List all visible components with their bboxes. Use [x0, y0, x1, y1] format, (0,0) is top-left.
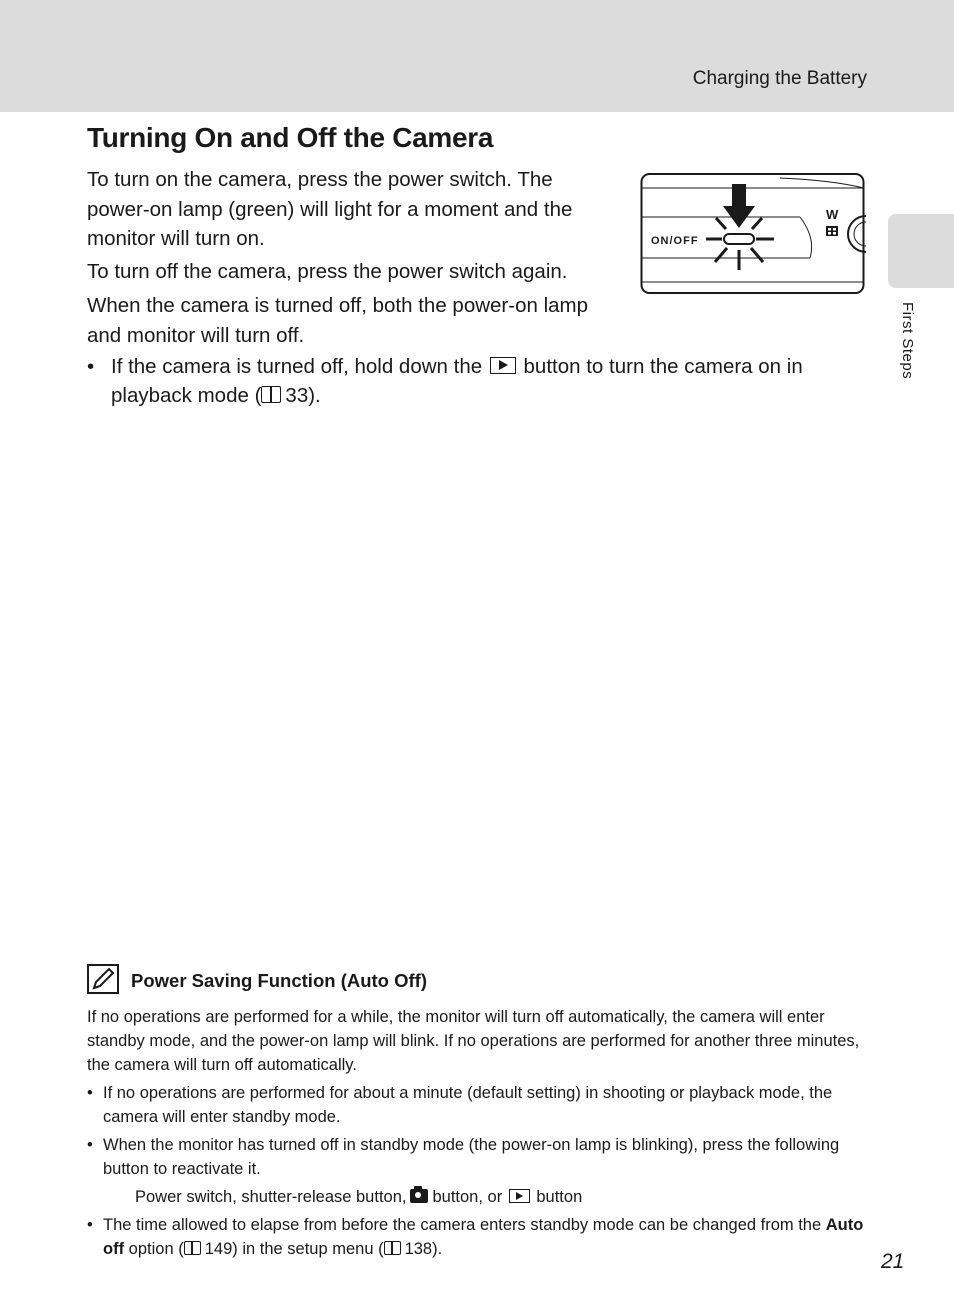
bullet-text: ). [432, 1240, 443, 1258]
bullet-text: option ( [128, 1240, 184, 1258]
bullet-text: ) in the setup menu ( [232, 1240, 384, 1258]
paragraph-turn-off: To turn off the camera, press the power switch again. [87, 260, 568, 283]
thumbnail-icon-cell [828, 232, 831, 235]
shooting-mode-camera-icon [410, 1189, 428, 1203]
thumbnail-icon [826, 226, 838, 236]
page-number: 21 [881, 1250, 905, 1273]
list-item [87, 1213, 867, 1261]
note-icon-frame [88, 965, 118, 993]
thumbnail-icon-cell [833, 232, 836, 235]
indent-text: Power switch, shutter-release button, [135, 1188, 407, 1206]
page-reference-icon [384, 1241, 401, 1255]
note-title: Power Saving Function (Auto Off) [131, 970, 427, 991]
power-switch-label: ON/OFF [651, 235, 699, 247]
list-item [87, 352, 867, 410]
list-item [87, 1133, 867, 1181]
indent-text: button [536, 1188, 583, 1206]
page-reference: 138 [404, 1240, 433, 1258]
page-reference-icon [184, 1241, 201, 1255]
bullet-text: If no operations are performed for about a minute (default setting) in shooting or playback mode, the camera will enter standby mode. [103, 1084, 833, 1126]
power-switch [724, 234, 754, 244]
running-header: Charging the Battery [692, 68, 867, 89]
chapter-tab [888, 214, 954, 288]
page-reference-icon [261, 386, 281, 403]
page-reference: 149 [204, 1240, 233, 1258]
section-title: Turning On and Off the Camera [87, 122, 494, 153]
bullet-text: ). [308, 384, 321, 407]
indent-text: button, or [432, 1188, 503, 1206]
note-paragraph: If no operations are performed for a while, the monitor will turn off automatically, the camera will enter standby mode, and the power-on lamp will blink. If no operations are performed for another three minutes, the camera will turn off automatically. [87, 1008, 860, 1074]
bullet-dot: • [87, 1216, 93, 1234]
paragraph-turn-on: To turn on the camera, press the power switch. The power-on lamp (green) will light for a moment and the monitor will turn on. [87, 168, 573, 250]
list-item [87, 1081, 867, 1129]
bullet-text: If the camera is turned off, hold down the [111, 355, 483, 378]
playback-button-icon [509, 1189, 530, 1203]
bullet-text: button to turn the camera on in playback mode ( [111, 355, 803, 407]
thumbnail-icon-cell [828, 228, 831, 231]
header-band [0, 0, 954, 112]
chapter-tab-label: First Steps [899, 302, 916, 380]
note-pencil-icon [87, 964, 119, 994]
bullet-dot: • [87, 1084, 93, 1102]
bullet-text: The time allowed to elapse from before the camera enters standby mode can be changed from the [103, 1216, 822, 1234]
thumbnail-icon-cell [833, 228, 836, 231]
playback-button-icon [490, 357, 516, 374]
page-reference: 33 [285, 384, 309, 407]
paragraph-off-state: When the camera is turned off, both the power-on lamp and monitor will turn off. [87, 294, 589, 347]
menu-option-name: Auto off [103, 1216, 864, 1258]
zoom-wide-label: W [826, 207, 839, 222]
bullet-dot: • [87, 1136, 93, 1154]
reactivate-buttons-line [135, 1185, 582, 1209]
bullet-dot: • [87, 355, 95, 378]
bullet-text: When the monitor has turned off in standby mode (the power-on lamp is blinking), press the following button to reactivate it. [103, 1136, 840, 1178]
camera-power-switch-illustration [640, 172, 866, 296]
